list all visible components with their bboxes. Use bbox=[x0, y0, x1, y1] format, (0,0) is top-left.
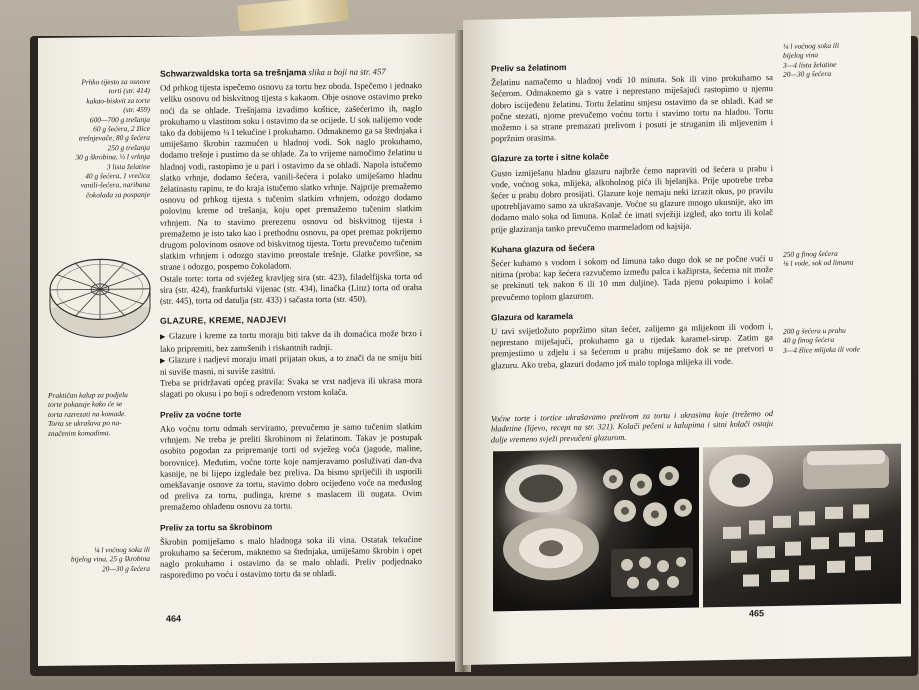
recipe-title: Schwarzwaldska torta sa trešnjama bbox=[160, 67, 307, 79]
left-main-column bbox=[160, 66, 422, 581]
right-page bbox=[463, 11, 911, 665]
right-sidebar-ingredients-3 bbox=[783, 325, 901, 355]
ingredient-line: bijelog vina bbox=[783, 50, 819, 61]
recipe-body: Želatinu namačemo u hladnoj vodi 10 minuta. Sok ili vino prokuhamo sa šećerom. Odmaknemo ga s vatre i neprestano miješajući rastopimo u njemu dobro iscijeđenu želatinu. Tortu želatinu smjesu ostavimo da se ohladi. Kad se počne stezati, njome prevučemo voćnu tortu i stavimo tortu na hladno. Tortu možemo i sa strane premazati prelivom i posuti je struganim ili mljevenim i popržnim orasima. bbox=[491, 72, 773, 144]
ingredient-line: kakao-biskvit za torte bbox=[86, 95, 150, 106]
recipe-subtitle: slika u boji na str. 457 bbox=[308, 66, 386, 78]
bullet-triangle-icon: ▶ bbox=[160, 333, 167, 342]
ingredient-line: 250 g finog šećera bbox=[783, 248, 838, 259]
ingredient-line: 600—700 g trešanja bbox=[89, 114, 150, 125]
ingredient-line: 200 g šećera u prahu bbox=[783, 325, 846, 336]
ingredient-line: 3—4 žlice mlijeka ili vode bbox=[783, 344, 860, 355]
right-sidebar-ingredients-2 bbox=[783, 248, 901, 269]
ingredient-line: 40 g finog šećera bbox=[783, 335, 835, 346]
schwarz-heading bbox=[160, 66, 422, 80]
ingredient-line: ¼ l voćnog soka ili bbox=[93, 544, 150, 555]
tortes-photo-graphic bbox=[493, 447, 699, 611]
photo-glazed-cakes bbox=[703, 444, 901, 608]
glazure-point-2 bbox=[160, 352, 422, 378]
recipe-other-tortes: Ostale torte: torta od svježeg kravljeg sira (str. 423), filadelfijska torta od sira (str. 424), frankfurtski vijenac (str. 434), linačka (Linz) torta od oraha (str. 445), torta od datulja (str. 433) i sačasta torta (str. 450). bbox=[160, 270, 422, 306]
photo-caption: Voćne torte i tortice ukrašavamo prelivom za tortu i ukrasima koje (trežemo od hladetine (lijevo, recept na str. 321). Kolači pečeni u kalupima i sitni kolači ostaju dulje vremeno svježi prevučeni glazurom. bbox=[491, 409, 773, 445]
recipe-body: Ako voćnu tortu odmah serviramo, prevučemo je samo tučenim slatkim vrhnjem. Ne treba je preliti škrobinom ni želatinom. Takav je postupak osobito pogodan za pripremanje torti od svježeg voća (jagode, maline, borovnice). Međutim, voćne torte koje namjeravamo posluživati dan-dva kasnije, ne bi lijepo izgledale bez preliva. Da bismo spriječili ih usporili omekšavanje osnove za tortu, stavimo dobro ocijeđeno voće na međuslog od preliva za tortu, pudinga, kreme s maslacem ili nugata. Ovim premažemo ohlađenu osnovu za tortu. bbox=[160, 420, 422, 513]
recipe-body: Od prhkog tijesta ispečemo osnovu za tortu bez oboda. Ispečemo i jednako veliku osnovu od biskvitnog tijesta s kakaom. Obje osnove ostavimo preko noći da se ohlade. Trešnjama izvadimo koštice, zašećerimo ih, naglo prokuhamo u vlastitom soku i ostavimo da se ocijede. U sok nalijemo vode tako da dobijemo ¼ l tekućine i prokuhamo. Odmaknemo ga sa štednjaka i umiješamo škrobin razmućen u hladnoj vodi. Sok naglo prokuhamo, dodamo trešnje i pustimo da se ohlade. Za to vrijeme namočimo želatinu u hladnoj vodi, rastopimo je u pari i ostavimo da se ohladi. Napola istučemo slatko vrhnje, dodamo šećera, vanili-šećera i polako umiješamo hladnu želatinastu rapinu, te do kraja istučemo slatko vrhnje. Najprije premažemo osnovu od prhkog tijesta s tučenim slatkim vrhnjem, odozgo dodamo polovinu kreme od trešanja, koju opet premažemo tučenim slatkim vrhnjem. Na to stavimo prerezenu osnovu od biskvitnog tijesta i premažemo je isto tako kao i prethodnu osnovu, pa opet premaz pokrijemo drugom polovinom osnove od biskvitnog tijesta. Tortu prevučemo tučenim slatkim vrhnjem i odozgo stavimo preostale trešnje. Glatke površine, sa strane i odozgo, pospemo čokoladom. bbox=[160, 80, 422, 273]
bullet-triangle-icon: ▶ bbox=[160, 356, 166, 365]
glazure-rule: Treba se pridržavati općeg pravila: Svaka se vrst nadjeva ili ukrasa mora slagati po okusu i po boji s određenom vrstom kolača. bbox=[160, 375, 422, 400]
ingredient-line: 20—30 g šećera bbox=[783, 69, 832, 80]
page-number: 465 bbox=[749, 608, 765, 619]
recipe-title: Glazure za torte i sitne kolače bbox=[491, 151, 609, 164]
ingredient-line: bijelog vina, 25 g škrobina bbox=[70, 554, 150, 565]
left-page bbox=[38, 34, 463, 666]
glazure-text: Glazure i kreme za tortu moraju biti takve da ih domaćica može brzo i lako pripremiti, bez zamršenih i riskantnih radnji. bbox=[160, 328, 423, 354]
right-main-column bbox=[491, 58, 773, 371]
photo-fruit-tortes bbox=[493, 447, 699, 611]
ingredient-line: Prhko tijesto za osnove bbox=[81, 76, 150, 87]
ingredient-line: 250 g trešanja bbox=[107, 142, 150, 153]
ingredient-line: 3 lista želatine bbox=[106, 161, 150, 171]
glazure-point-1 bbox=[160, 328, 422, 354]
cakes-photo-graphic bbox=[703, 444, 901, 608]
ingredient-line: ⅛ l vode, sok od limuna bbox=[783, 257, 854, 269]
ingredient-line: 3—4 lista želatine bbox=[783, 59, 837, 70]
recipe-title: Glazura od karamela bbox=[491, 310, 573, 323]
ingredient-line: ¼ l voćnog soka ili bbox=[783, 40, 840, 51]
recipe-body: U tavi svijetložuto popržimo sitan šećer, zalijemo ga mlijekom ili vodom i, neprestano miješajući, prokuhamo ga u rijedak karamel-sirup. Zatim ga premjestimo u zdjelu i sa šećerom u prahu miješamo dok se ne pretvori u glazuru. Ako treba, glazuri dodamo još malo toploga mlijeka ili vode. bbox=[491, 321, 773, 371]
caption-line: Praktičan kalup za podjelu bbox=[48, 390, 128, 400]
ingredient-line: torti (str. 414) bbox=[108, 86, 150, 96]
glazure-text: Glazure i nadjevi moraju imati prijatan okus, a to znači da ne smiju biti ni suviše masni, ni suviše zasitni. bbox=[160, 351, 422, 377]
ingredient-line: vanili-šećera, naribana bbox=[80, 180, 150, 191]
right-sidebar-ingredients-1 bbox=[783, 40, 901, 80]
recipe-title: Preliv za tortu sa škrobinom bbox=[160, 521, 273, 533]
caption-line: značenim komadima. bbox=[48, 427, 111, 438]
ingredient-line: čokolada za pospanje bbox=[85, 189, 150, 200]
page-number: 464 bbox=[166, 613, 182, 624]
left-sidebar-ingredients-1 bbox=[48, 77, 150, 200]
recipe-body: Šećer kuhamo s vodom i sokom od limuna tako dugo dok se ne počne vući u nitima (proba: kap šećera razvučemo između palca i kažiprsta, šećerna nit može se prekinuti tek nakon 6 ili 10 mm duljine). Tada pjenu pokupimo i kolač prevučemo toplom glazurom. bbox=[491, 253, 773, 303]
ingredient-line: 40 g šećera, 1 vrećica bbox=[85, 170, 150, 181]
cake-divider-illustration bbox=[46, 245, 154, 346]
ingredient-line: 20—30 g šećera bbox=[101, 563, 150, 574]
recipe-body: Škrobin pomiješamo s malo hladnoga soka ili vina. Ostatak tekućine prokuhamo sa šećerom, maknemo sa štednjaka, umiješamo škrobin i opet naglo prokuhamo i ostavimo da se malo ohladi. Preliv podjednako rasporedimo po voću i ostavimo tortu da se ohladi. bbox=[160, 533, 422, 581]
illustration-caption bbox=[48, 390, 150, 438]
recipe-title: Kuhana glazura od šećera bbox=[491, 242, 595, 255]
left-sidebar-ingredients-2 bbox=[48, 545, 150, 574]
ingredient-line: 30 g škrobina, ½ l vrhnja bbox=[75, 152, 150, 162]
section-title: GLAZURE, KREME, NADJEVI bbox=[160, 314, 287, 326]
ingredient-line: trešnjevače, 80 g šećera bbox=[78, 133, 150, 144]
caption-line: Torta se ukrašava po na- bbox=[48, 418, 122, 429]
ingredient-line: (str. 459) bbox=[123, 105, 150, 115]
recipe-body: Gusto izmiješanu hladnu glazuru najbrže ćemo napraviti od šećera u prahu i vode, voćnog soka, mlijeka, alkoholnog pića ili bjelanjka. Prije upotrebe treba šećer u prahu dobro prosijati. Glazure koje nemaju neki izrazit okus, po pravilu upotrebljavamo samo za ukrašavanje. Voćne su glazure mnogo ukusnije, ako im dodamo malo soka od limuna. Kolač će imati svježiji izgled, ako tortu ili kolač prije glaziranja tanko prevučemo marmeladom od kajsija. bbox=[491, 162, 773, 235]
recipe-title: Preliv za voćne torte bbox=[160, 408, 242, 420]
caption-line: torte pokazuje kako će se bbox=[48, 399, 123, 410]
ingredient-line: 60 g šećera, 2 žlice bbox=[93, 123, 150, 134]
recipe-title: Preliv sa želatinom bbox=[491, 62, 567, 74]
caption-line: torta razrezati na komade. bbox=[48, 408, 127, 419]
